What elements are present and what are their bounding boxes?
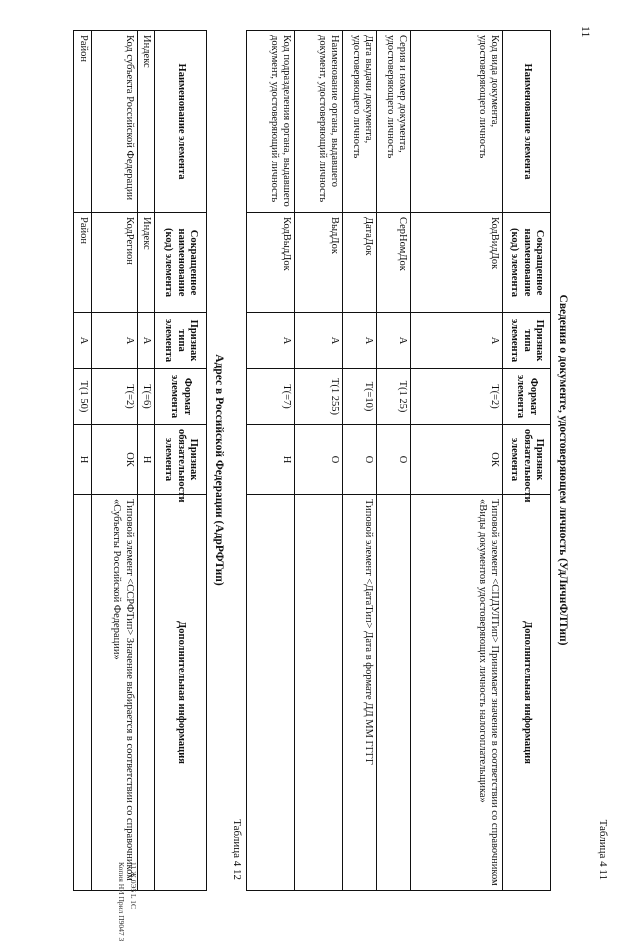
- element-name-cell: Код вида документа, удостоверяющего личность: [411, 31, 503, 213]
- element-code-cell: КодРегион: [91, 213, 137, 313]
- element-required-cell: Н: [137, 425, 154, 495]
- element-required-cell: ОК: [91, 425, 137, 495]
- table-row: [91, 31, 137, 891]
- element-info-cell: [247, 495, 295, 891]
- element-type-cell: А: [74, 313, 91, 369]
- element-required-cell: ОК: [411, 425, 503, 495]
- table1-header-cell: Признак типа элемента: [503, 313, 551, 369]
- footer-line-1: 11 Ж 0Э5 L 1С: [129, 862, 138, 909]
- element-required-cell: О: [377, 425, 411, 495]
- element-format-cell: T(=7): [247, 369, 295, 425]
- table1-header-cell: Признак обязательности элемента: [503, 425, 551, 495]
- table2-header-cell: Признак обязательности элемента: [155, 425, 207, 495]
- element-code-cell: КодВыдДок: [247, 213, 295, 313]
- table1-caption: Таблица 4 11: [597, 819, 609, 880]
- element-name-cell: Индекс: [137, 31, 154, 213]
- table2-title: Адрес в Российской Федерации (АдрРФТип): [213, 354, 225, 586]
- element-info-cell: [137, 495, 154, 891]
- table2-header-cell: Наименование элемента: [155, 31, 207, 213]
- table-row: [377, 31, 411, 891]
- element-required-cell: О: [343, 425, 377, 495]
- table2-caption: Таблица 4 12: [231, 819, 243, 880]
- table-row: [137, 31, 154, 891]
- element-name-cell: Наименование органа, выдавшего документ, удостоверяющий личность: [295, 31, 343, 213]
- table1: [246, 30, 551, 891]
- table2: [73, 30, 207, 891]
- element-required-cell: О: [295, 425, 343, 495]
- element-type-cell: А: [91, 313, 137, 369]
- table-row: [411, 31, 503, 891]
- element-format-cell: T(1 255): [295, 369, 343, 425]
- element-name-cell: Код субъекта Российской Федерации: [91, 31, 137, 213]
- element-required-cell: Н: [247, 425, 295, 495]
- table-row: [247, 31, 295, 891]
- element-type-cell: А: [377, 313, 411, 369]
- element-code-cell: КодВидДок: [411, 213, 503, 313]
- table2-header-row: [155, 31, 207, 891]
- element-format-cell: T(=6): [137, 369, 154, 425]
- table1-header-cell: Сокращенное наименование (код) элемента: [503, 213, 551, 313]
- table2-header-cell: Признак типа элемента: [155, 313, 207, 369]
- table2-header-cell: Дополнительная информация: [155, 495, 207, 891]
- element-code-cell: ВыдДок: [295, 213, 343, 313]
- footer-stamp-rotated: [112, 862, 154, 941]
- element-type-cell: А: [411, 313, 503, 369]
- table1-header-row: [503, 31, 551, 891]
- table1-header-cell: Дополнительная информация: [503, 495, 551, 891]
- element-code-cell: СерНомДок: [377, 213, 411, 313]
- element-type-cell: А: [343, 313, 377, 369]
- element-info-cell: Типовой элемент <ДатаТип> Дата в формате ДД ММ ГГГГ: [343, 495, 377, 891]
- element-type-cell: А: [295, 313, 343, 369]
- element-code-cell: ДатаДок: [343, 213, 377, 313]
- table1-header-cell: Формат элемента: [503, 369, 551, 425]
- table-row: [343, 31, 377, 891]
- element-type-cell: А: [247, 313, 295, 369]
- element-required-cell: Н: [74, 425, 91, 495]
- element-info-cell: [74, 495, 91, 891]
- page-number: 11: [579, 26, 593, 38]
- element-code-cell: Индекс: [137, 213, 154, 313]
- element-info-cell: Типовой элемент <СПДУЛТип> Принимает значение в соответствии со справочником «Виды документов удостоверяющих личность налогоплательщика»: [411, 495, 503, 891]
- footer-line-2: Копия НИ Прил П9047 3: [117, 862, 126, 941]
- element-name-cell: Дата выдачи документа, удостоверяющего личность: [343, 31, 377, 213]
- element-format-cell: T(=10): [343, 369, 377, 425]
- element-format-cell: T(=2): [411, 369, 503, 425]
- element-info-cell: [377, 495, 411, 891]
- element-format-cell: T(1 25): [377, 369, 411, 425]
- element-format-cell: T(=2): [91, 369, 137, 425]
- element-name-cell: Серия и номер документа, удостоверяющего личность: [377, 31, 411, 213]
- element-name-cell: Район: [74, 31, 91, 213]
- table1-header-cell: Наименование элемента: [503, 31, 551, 213]
- element-info-cell: [295, 495, 343, 891]
- element-type-cell: А: [137, 313, 154, 369]
- element-code-cell: Район: [74, 213, 91, 313]
- table-row: [295, 31, 343, 891]
- element-format-cell: T(1 50): [74, 369, 91, 425]
- table2-header-cell: Формат элемента: [155, 369, 207, 425]
- table-row: [74, 31, 91, 891]
- element-name-cell: Код подразделения органа, выдавшего документ, удостоверяющий личность: [247, 31, 295, 213]
- table1-title: Сведения о документе, удостоверяющем личность (УдЛичнФЛТип): [557, 294, 569, 646]
- table2-header-cell: Сокращенное наименование (код) элемента: [155, 213, 207, 313]
- element-info-cell: Типовой элемент <ССРФТип> Значение выбирается в соответствии со справочником «Субъекты Российской Федерации»: [91, 495, 137, 891]
